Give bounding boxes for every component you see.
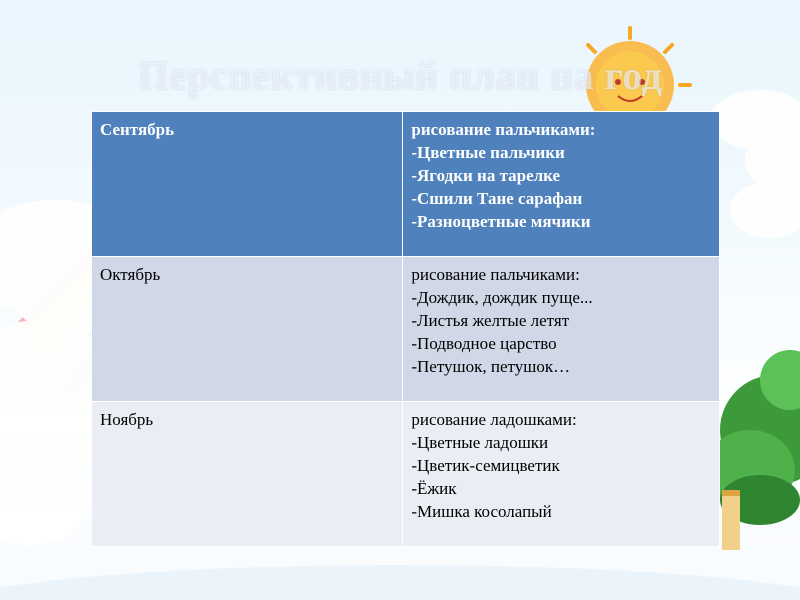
month-cell (92, 112, 403, 257)
activity-item: -Цветные ладошки (411, 433, 549, 452)
ground (0, 565, 800, 600)
month-cell (92, 257, 403, 402)
activity-title: рисование ладошками: (411, 410, 577, 429)
activity-title: рисование пальчиками: (411, 265, 580, 284)
activity-item: -Мишка косолапый (411, 502, 552, 521)
activity-item: -Цветные пальчики (411, 143, 565, 162)
month-label: Ноябрь (100, 410, 154, 429)
activity-cell (403, 112, 720, 257)
plan-table (91, 111, 720, 547)
house-icon (722, 490, 740, 550)
activity-item: -Ёжик (411, 479, 457, 498)
activity-title: рисование пальчиками: (411, 120, 596, 139)
cloud-icon (710, 90, 800, 238)
slide-title: Перспективный план на год (137, 53, 663, 98)
activity-item: -Сшили Тане сарафан (411, 189, 583, 208)
table-row (92, 257, 720, 402)
activity-item: -Цветик-семицветик (411, 456, 560, 475)
month-label: Сентябрь (100, 120, 175, 139)
activity-item: -Разноцветные мячики (411, 212, 591, 231)
activity-cell (403, 257, 720, 402)
activity-item: -Петушок, петушок… (411, 357, 571, 376)
activity-cell (403, 402, 720, 547)
activity-item: -Ягодки на тарелке (411, 166, 561, 185)
activity-item: -Дождик, дождик пуще... (411, 288, 593, 307)
month-cell (92, 402, 403, 547)
activity-item: -Листья желтые летят (411, 311, 570, 330)
month-label: Октябрь (100, 265, 161, 284)
table-row (92, 112, 720, 257)
activity-item: -Подводное царство (411, 334, 557, 353)
table-row (92, 402, 720, 547)
